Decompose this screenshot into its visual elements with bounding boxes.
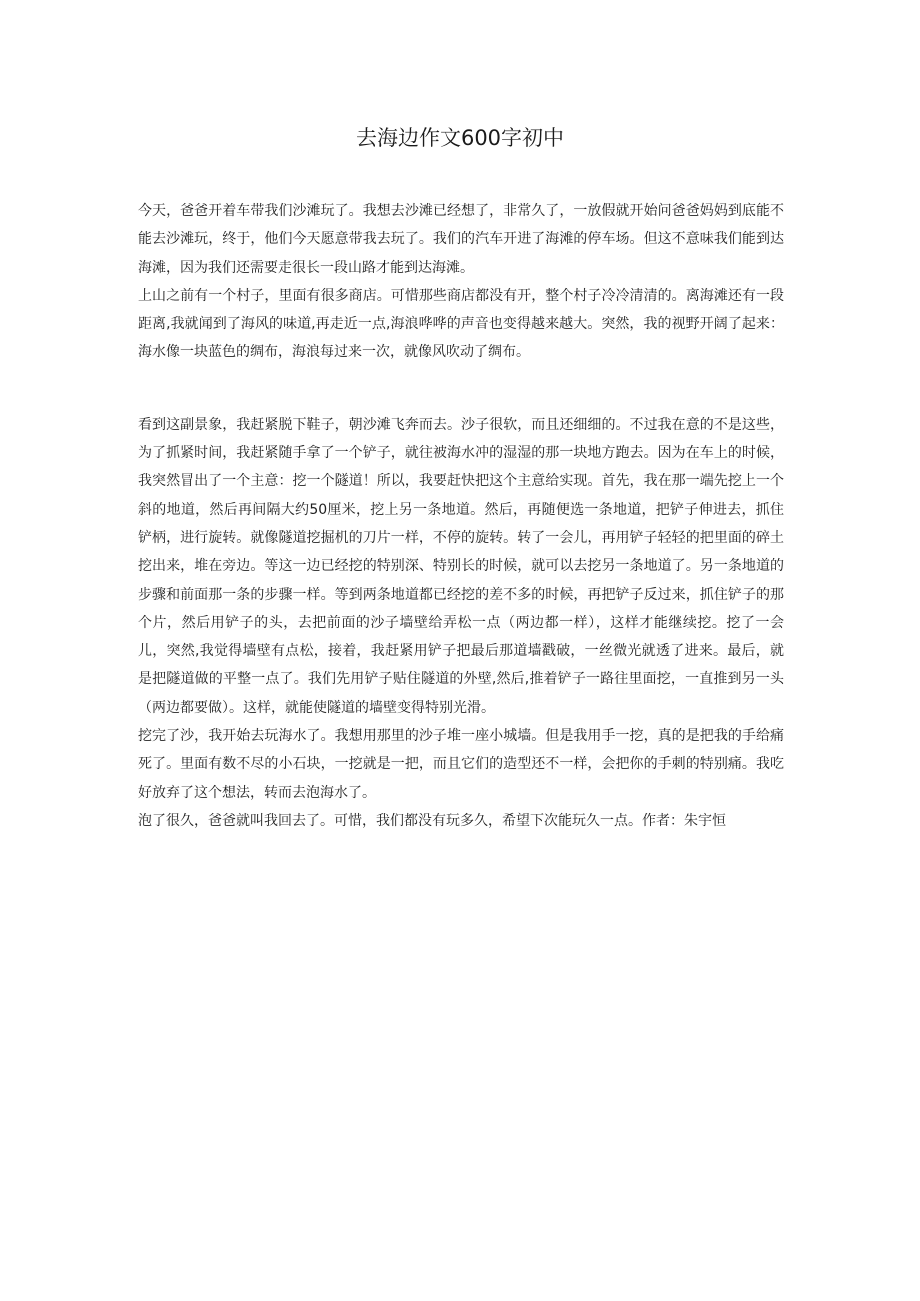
document-title: 去海边作文600字初中 (355, 126, 565, 150)
paragraph-3: 看到这副景象，我赶紧脱下鞋子，朝沙滩飞奔而去。沙子很软，而且还细细的。不过我在意的不是这些，为了抓紧时间，我赶紧随手拿了一个铲子，就往被海水冲的湿湿的那一块地方跑去。因为在车上的时候，我突然冒出了一个主意：挖一个隧道！所以，我要赶快把这个主意给实现。首先，我在那一端先挖上一个斜的地道，然后再间隔大约50厘米，挖上另一条地道。然后，再随便选一条地道，把铲子伸进去，抓住铲柄，进行旋转。就像隧道挖掘机的刀片一样，不停的旋转。转了一会儿，再用铲子轻轻的把里面的碎土挖出来，堆在旁边。等这一边已经挖的特别深、特别长的时候，就可以去挖另一条地道了。另一条地道的步骤和前面那一条的步骤一样。等到两条地道都已经挖的差不多的时候，再把铲子反过来，抓住铲子的那个片，然后用铲子的头，去把前面的沙子墙壁给弄松一点（两边都一样），这样才能继续挖。挖了一会儿，突然,我觉得墙壁有点松，接着，我赶紧用铲子把最后那道墙戳破，一丝微光就透了进来。最后，就是把隧道做的平整一点了。我们先用铲子贴住隧道的外壁,然后,推着铲子一路往里面挖，一直推到另一头（两边都要做）。这样，就能使隧道的墙壁变得特别光滑。 (138, 416, 784, 716)
paragraph-2: 上山之前有一个村子，里面有很多商店。可惜那些商店都没有开，整个村子冷冷清清的。离海滩还有一段距离,我就闻到了海风的味道,再走近一点,海浪哗哗的声音也变得越来越大。突然，我的视野开阔了起来：海水像一块蓝色的绸布，海浪每过来一次，就像风吹动了绸布。 (138, 287, 784, 361)
document-body (138, 197, 784, 835)
paragraph-5: 泡了很久，爸爸就叫我回去了。可惜，我们都没有玩多久，希望下次能玩久一点。作者：朱宇恒 (138, 812, 726, 829)
paragraph-4: 挖完了沙，我开始去玩海水了。我想用那里的沙子堆一座小城墙。但是我用手一挖，真的是把我的手给痛死了。里面有数不尽的小石块，一挖就是一把，而且它们的造型还不一样，会把你的手刺的特别痛。我吃好放弃了这个想法，转而去泡海水了。 (138, 728, 784, 801)
paragraph-1: 今天，爸爸开着车带我们沙滩玩了。我想去沙滩已经想了，非常久了，一放假就开始问爸爸妈妈到底能不能去沙滩玩，终于，他们今天愿意带我去玩了。我们的汽车开进了海滩的停车场。但这不意味我们能到达海滩，因为我们还需要走很长一段山路才能到达海滩。 (138, 203, 784, 276)
